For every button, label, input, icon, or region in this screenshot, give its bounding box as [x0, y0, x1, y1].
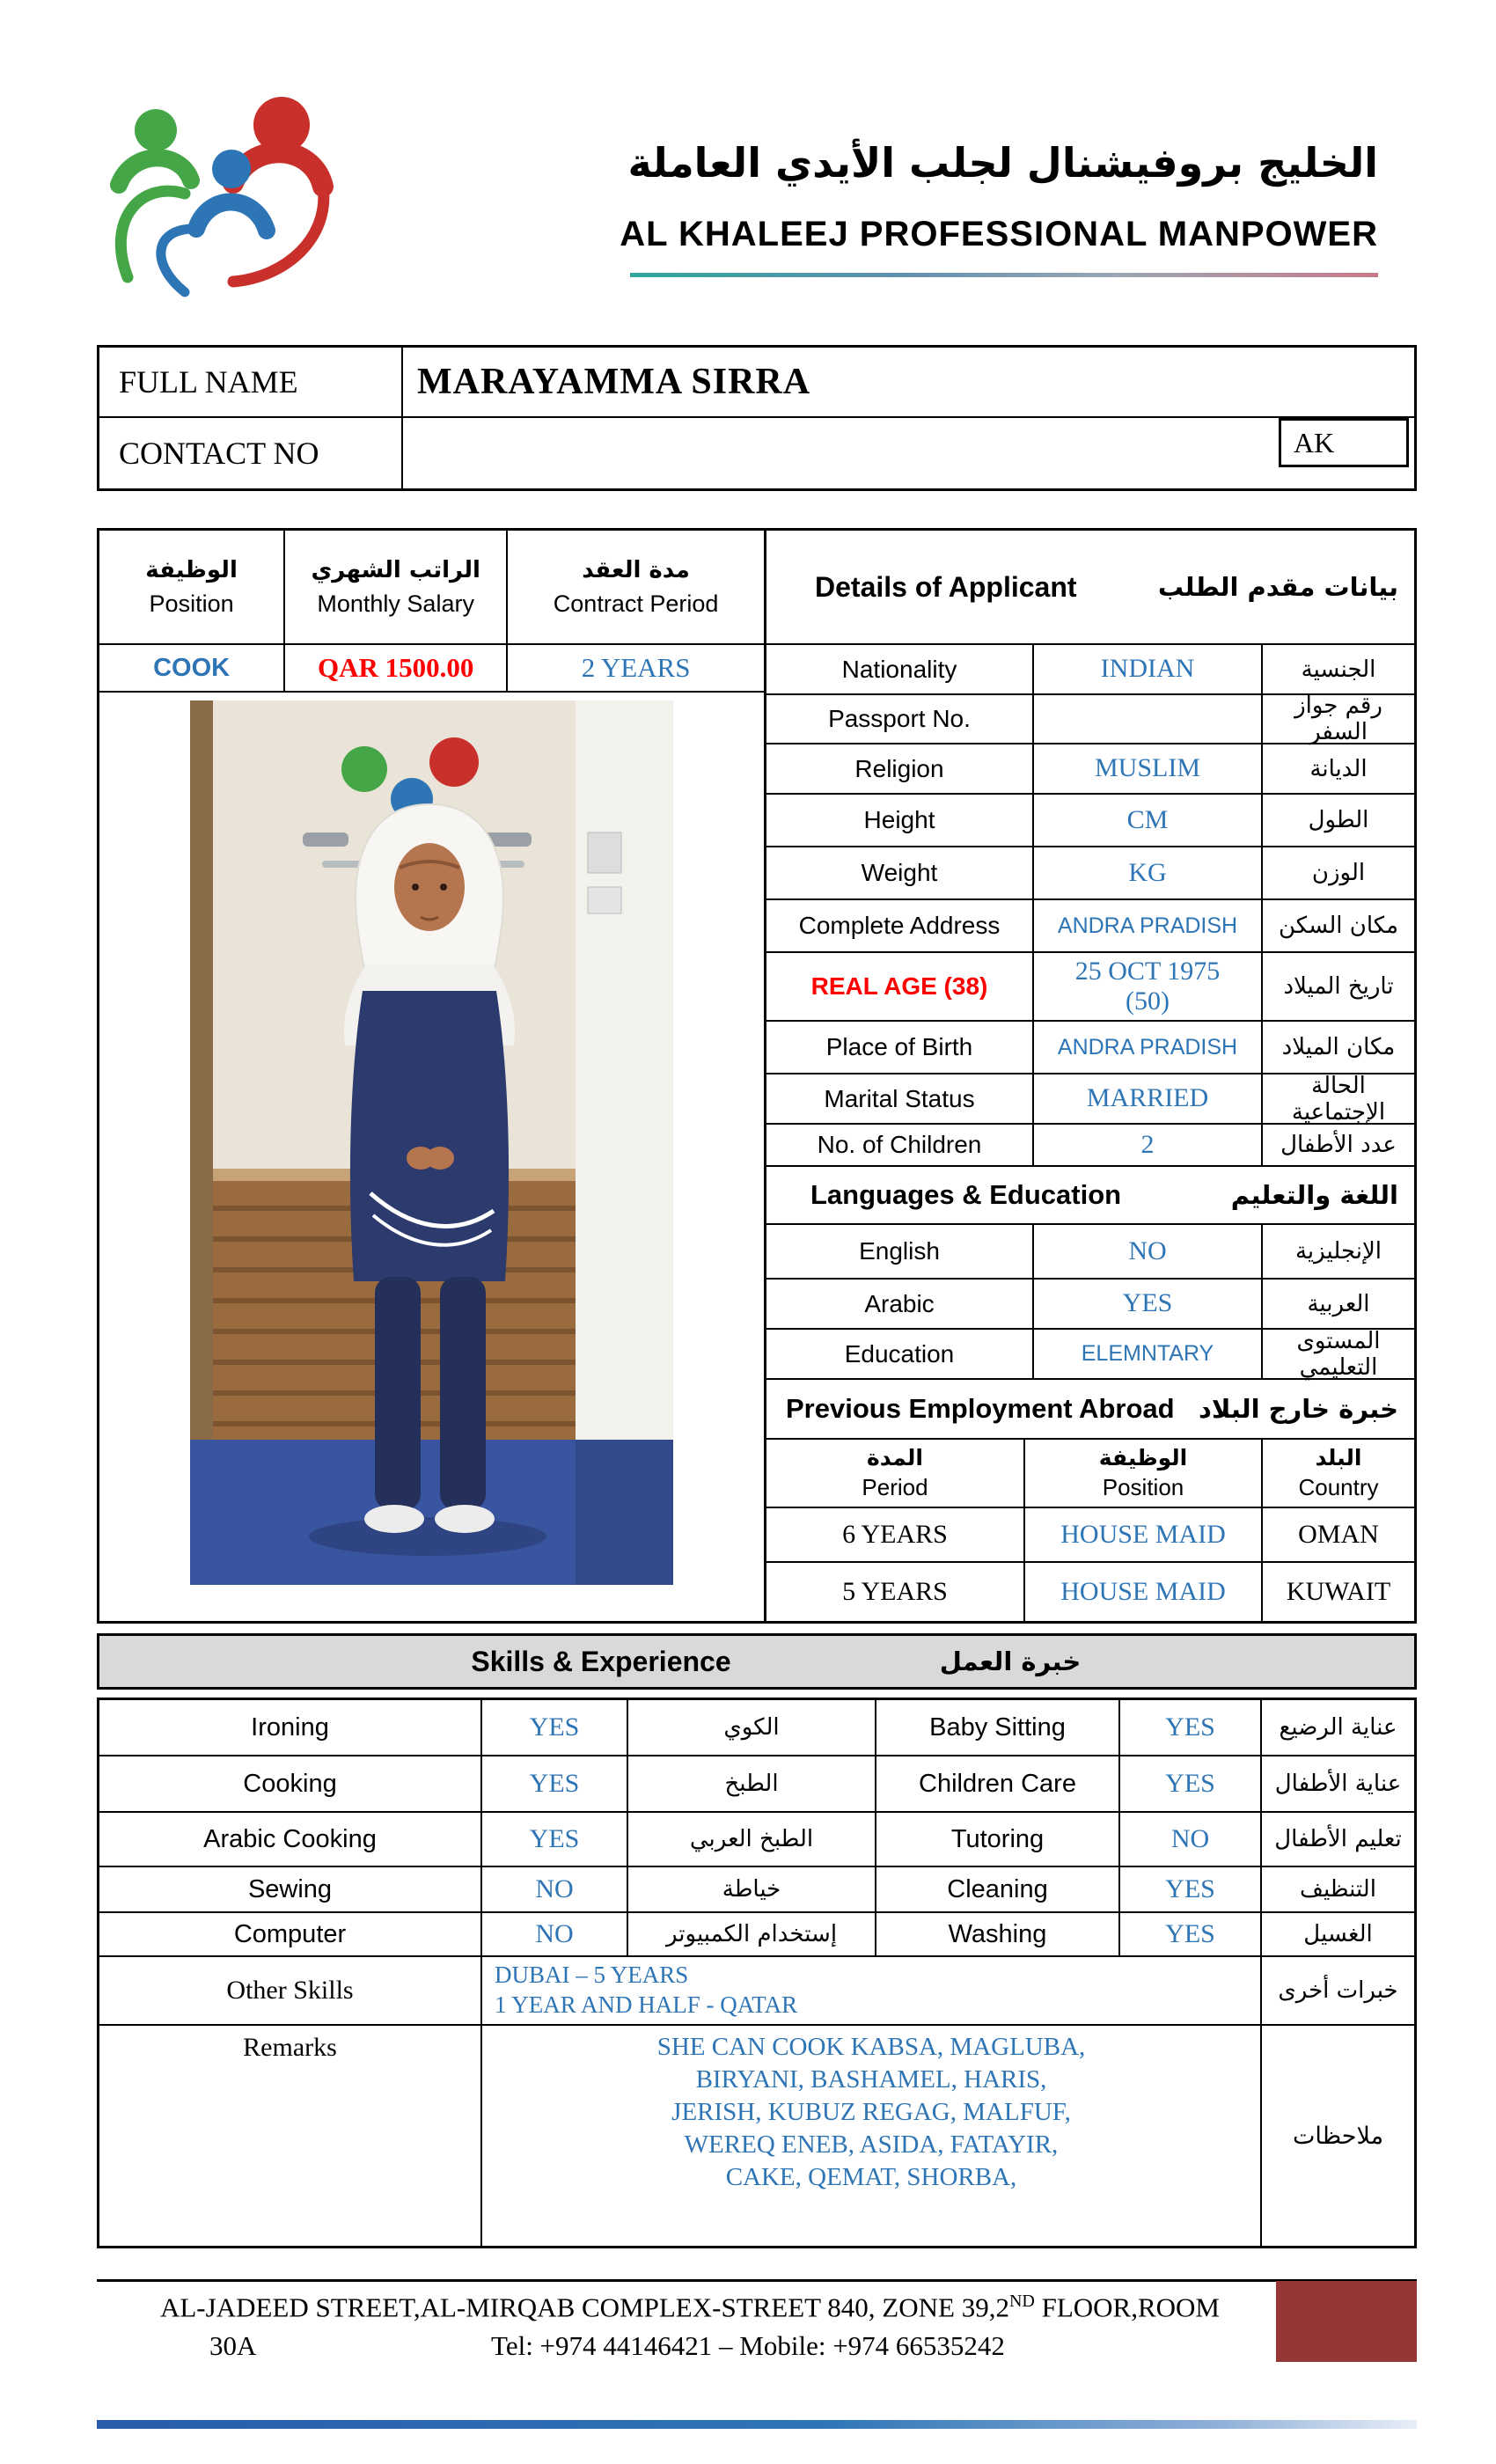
country-label-en: Country	[1298, 1474, 1379, 1500]
skill-label: Sewing	[99, 1867, 482, 1911]
detail-value: KG	[1034, 847, 1263, 898]
education-row	[766, 1327, 1414, 1381]
languages-header-ar: اللغة والتعليم	[1230, 1180, 1398, 1210]
skill-label-ar: عناية الأطفال	[1274, 1771, 1402, 1797]
employment-col-country	[1263, 1440, 1414, 1507]
skill-label-ar: تعليم الأطفال	[1274, 1826, 1402, 1852]
skill-label-ar: الغسيل	[1303, 1921, 1373, 1947]
skill-label: Ironing	[99, 1700, 482, 1755]
detail-label-ar: عدد الأطفال	[1280, 1132, 1397, 1158]
remarks-value	[482, 2026, 1262, 2246]
full-name-row	[99, 348, 1414, 418]
agency-title-arabic: الخليج بروفيشنال لجلب الأيدي العاملة	[627, 139, 1378, 187]
language-value: NO	[1034, 1225, 1263, 1278]
skills-header-ar: خبرة العمل	[939, 1646, 1082, 1676]
footer-tel: Tel: +974 44146421 – Mobile: +974 66535242	[491, 2330, 1005, 2361]
footer-address-line2: 30A	[209, 2330, 257, 2361]
skill-label: Arabic Cooking	[99, 1813, 482, 1866]
skill-label-ar: عناية الرضيع	[1279, 1714, 1397, 1741]
employment-period: 6 YEARS	[766, 1508, 1025, 1561]
agency-logo	[101, 88, 356, 299]
skills-row	[99, 1867, 1414, 1913]
languages-header	[766, 1167, 1414, 1225]
employment-col-header	[766, 1440, 1414, 1508]
real-age-label: REAL AGE (38)	[766, 953, 1034, 1020]
skill-label-ar: إستخدام الكمبيوتر	[628, 1913, 876, 1955]
footer-divider	[97, 2279, 1417, 2282]
detail-row-children	[766, 1125, 1414, 1167]
skills-row	[99, 1756, 1414, 1813]
job-header-row	[99, 531, 764, 645]
skill-value: NO	[482, 1867, 628, 1911]
detail-label-ar: الديانة	[1309, 755, 1368, 782]
detail-row-passport	[766, 695, 1414, 744]
position-col-label-en: Position	[1102, 1474, 1184, 1500]
other-skills-label: Other Skills	[99, 1957, 482, 2024]
skills-header-en: Skills & Experience	[471, 1645, 731, 1677]
detail-value: INDIAN	[1034, 645, 1263, 693]
languages-header-en: Languages & Education	[810, 1179, 1122, 1210]
period-label-en: Period	[862, 1474, 928, 1500]
full-name-label: FULL NAME	[99, 348, 403, 416]
skill-label: Cooking	[99, 1756, 482, 1811]
remarks-label: Remarks	[99, 2026, 482, 2246]
skill-label: Tutoring	[876, 1813, 1120, 1866]
employment-position: HOUSE MAID	[1025, 1563, 1263, 1621]
skill-label-ar: الكوي	[628, 1700, 876, 1755]
detail-row-nationality	[766, 645, 1414, 695]
detail-row-marital	[766, 1074, 1414, 1125]
language-row-arabic	[766, 1280, 1414, 1330]
skill-label: Children Care	[876, 1756, 1120, 1811]
employment-col-position	[1025, 1440, 1263, 1507]
language-label: Arabic	[766, 1280, 1034, 1328]
agency-title-english: AL KHALEEJ PROFESSIONAL MANPOWER	[620, 215, 1378, 253]
position-col-label-ar: الوظيفة	[1098, 1445, 1188, 1470]
detail-label: No. of Children	[766, 1125, 1034, 1165]
stamp-block	[1276, 2281, 1417, 2362]
language-label: English	[766, 1225, 1034, 1278]
detail-label: Passport No.	[766, 695, 1034, 743]
language-label-ar: الإنجليزية	[1294, 1238, 1382, 1265]
skill-label: Computer	[99, 1913, 482, 1955]
employment-header-en: Previous Employment Abroad	[786, 1393, 1175, 1424]
details-header-ar: بيانات مقدم الطلب	[1157, 572, 1398, 602]
name-table	[97, 345, 1417, 491]
skill-value: YES	[1120, 1756, 1262, 1811]
salary-value: QAR 1500.00	[285, 645, 508, 691]
detail-label-ar: الطول	[1308, 807, 1369, 833]
skill-value: YES	[482, 1813, 628, 1866]
other-skills-label-ar: خبرات أخرى	[1278, 1977, 1398, 2004]
photo-area	[99, 693, 764, 1621]
education-label: Education	[766, 1330, 1034, 1378]
detail-value	[1034, 695, 1263, 743]
detail-label: Marital Status	[766, 1074, 1034, 1123]
skill-label: Cleaning	[876, 1867, 1120, 1911]
detail-label: Complete Address	[766, 900, 1034, 951]
footer-address-sup: ND	[1008, 2292, 1035, 2311]
employment-position: HOUSE MAID	[1025, 1508, 1263, 1561]
bottom-accent-line	[97, 2420, 1417, 2429]
remarks-line: WEREQ ENEB, ASIDA, FATAYIR,	[684, 2130, 1059, 2160]
detail-label: Nationality	[766, 645, 1034, 693]
salary-label-ar: الراتب الشهري	[311, 556, 480, 583]
remarks-label-ar: ملاحظات	[1292, 2122, 1384, 2150]
skill-value: YES	[1120, 1867, 1262, 1911]
other-skills-row	[99, 1957, 1414, 2026]
job-header-contract	[508, 531, 764, 643]
skill-label-ar: الطبخ العربي	[628, 1813, 876, 1866]
detail-label-ar: رقم جواز السفر	[1294, 693, 1382, 745]
employment-row	[766, 1508, 1414, 1563]
skill-value: NO	[482, 1913, 628, 1955]
detail-row-religion	[766, 744, 1414, 795]
contact-label: CONTACT NO	[99, 418, 403, 488]
skill-value: YES	[482, 1700, 628, 1755]
job-values-row	[99, 645, 764, 693]
detail-label-ar: الجنسية	[1301, 656, 1376, 683]
detail-label-ar: مكان الميلاد	[1281, 1034, 1396, 1060]
other-skills-line1: DUBAI – 5 YEARS	[495, 1962, 689, 1989]
detail-label: Height	[766, 795, 1034, 846]
detail-row-height	[766, 795, 1414, 847]
detail-value: CM	[1034, 795, 1263, 846]
remarks-row	[99, 2026, 1414, 2246]
contact-row	[99, 418, 1414, 488]
detail-value: MARRIED	[1034, 1074, 1263, 1123]
job-photo-section	[99, 531, 766, 1621]
education-value: ELEMNTARY	[1034, 1330, 1263, 1378]
employment-header	[766, 1380, 1414, 1440]
remarks-line: BIRYANI, BASHAMEL, HARIS,	[695, 2065, 1047, 2094]
detail-label: Religion	[766, 744, 1034, 793]
language-label-ar: العربية	[1307, 1290, 1370, 1317]
position-label-en: Position	[149, 590, 234, 617]
language-row-english	[766, 1225, 1414, 1280]
position-label-ar: الوظيفة	[145, 556, 238, 583]
detail-row-address	[766, 900, 1414, 953]
salary-label-en: Monthly Salary	[317, 590, 474, 617]
skill-label: Baby Sitting	[876, 1700, 1120, 1755]
applicant-table	[97, 528, 1417, 1624]
employment-row	[766, 1563, 1414, 1621]
details-section	[766, 531, 1414, 1621]
birthdate-line1: 25 OCT 1975	[1074, 956, 1221, 986]
skills-header	[97, 1633, 1417, 1690]
education-label-ar: المستوى التعليمي	[1296, 1327, 1381, 1381]
skill-label: Washing	[876, 1913, 1120, 1955]
skills-row	[99, 1700, 1414, 1756]
footer-address-part2: FLOOR,ROOM	[1034, 2292, 1220, 2323]
skill-value: YES	[482, 1756, 628, 1811]
ak-badge: AK	[1279, 418, 1409, 467]
detail-row-weight	[766, 847, 1414, 900]
skill-value: YES	[1120, 1700, 1262, 1755]
details-header-en: Details of Applicant	[815, 570, 1077, 603]
remarks-line: SHE CAN COOK KABSA, MAGLUBA,	[656, 2033, 1086, 2061]
detail-row-birthplace	[766, 1022, 1414, 1074]
skill-value: NO	[1120, 1813, 1262, 1866]
contract-value: 2 YEARS	[581, 652, 691, 683]
country-label-ar: البلد	[1315, 1445, 1362, 1470]
detail-label: Place of Birth	[766, 1022, 1034, 1073]
birthdate-line2: (50)	[1126, 986, 1170, 1016]
detail-row-age	[766, 953, 1414, 1022]
detail-label-ar: الوزن	[1311, 860, 1366, 886]
employment-country: KUWAIT	[1286, 1577, 1391, 1606]
skill-label-ar: التنظيف	[1300, 1876, 1376, 1903]
employment-period: 5 YEARS	[766, 1563, 1025, 1621]
job-header-position	[99, 531, 285, 643]
header-divider-line	[630, 273, 1378, 277]
other-skills-value	[482, 1957, 1262, 2024]
full-name-value: MARAYAMMA SIRRA	[417, 362, 811, 402]
job-header-salary	[285, 531, 508, 643]
applicant-photo	[190, 700, 673, 1585]
other-skills-line2: 1 YEAR AND HALF - QATAR	[495, 1991, 798, 2018]
detail-value: ANDRA PRADISH	[1034, 1022, 1263, 1073]
skill-label-ar: خياطة	[628, 1867, 876, 1911]
detail-label: Weight	[766, 847, 1034, 898]
skill-label-ar: الطبخ	[628, 1756, 876, 1811]
position-value: COOK	[99, 645, 285, 691]
contract-label-en: Contract Period	[553, 590, 719, 617]
period-label-ar: المدة	[867, 1445, 923, 1470]
details-header	[766, 531, 1414, 645]
language-value: YES	[1034, 1280, 1263, 1328]
detail-value: 2	[1034, 1125, 1263, 1165]
footer-address	[118, 2292, 1262, 2323]
detail-label-ar: مكان السكن	[1278, 913, 1399, 939]
skills-row	[99, 1913, 1414, 1957]
contact-value	[403, 418, 1414, 488]
skill-value: YES	[1120, 1913, 1262, 1955]
employment-col-period	[766, 1440, 1025, 1507]
detail-label-ar: تاريخ الميلاد	[1283, 973, 1394, 1000]
contract-label-ar: مدة العقد	[582, 556, 690, 583]
detail-value: MUSLIM	[1034, 744, 1263, 793]
employment-header-ar: خبرة خارج البلاد	[1198, 1394, 1398, 1424]
remarks-line: JERISH, KUBUZ REGAG, MALFUF,	[671, 2098, 1071, 2127]
footer-address-part1: AL-JADEED STREET,AL-MIRQAB COMPLEX-STREET 840, ZONE 39,2	[159, 2292, 1009, 2323]
detail-label-ar: الحالة الإجتماعية	[1291, 1072, 1386, 1126]
employment-country: OMAN	[1298, 1520, 1379, 1549]
detail-value: ANDRA PRADISH	[1034, 900, 1263, 951]
remarks-line: CAKE, QEMAT, SHORBA,	[725, 2163, 1017, 2192]
skills-table	[97, 1698, 1417, 2248]
skills-row	[99, 1813, 1414, 1867]
birthdate-value	[1034, 953, 1263, 1020]
